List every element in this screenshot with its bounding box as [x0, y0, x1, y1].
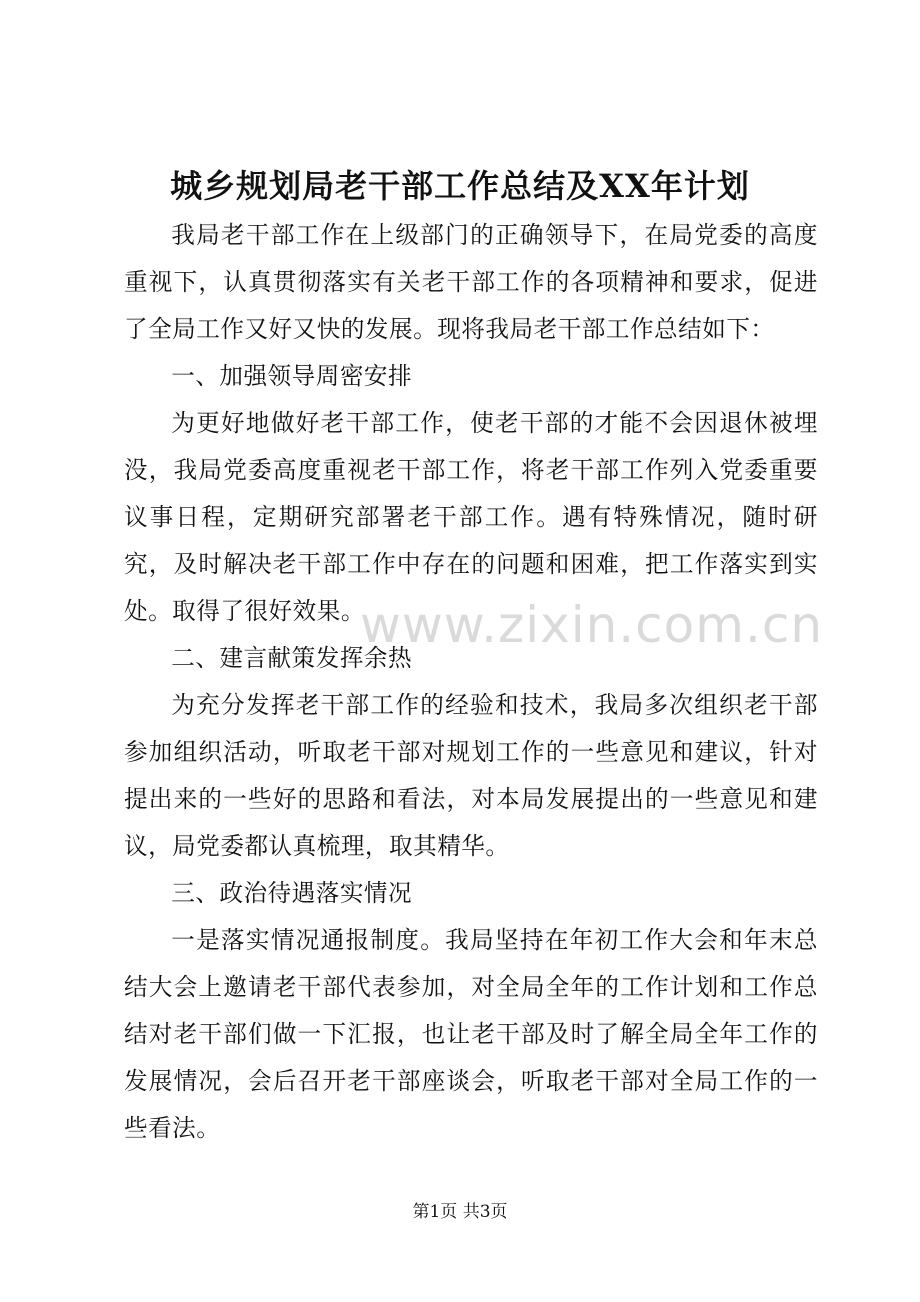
document-body: [124, 212, 818, 1152]
section-paragraph-3: 一是落实情况通报制度。我局坚持在年初工作大会和年末总结大会上邀请老干部代表参加，对全局全年的工作计划和工作总结对老干部们做一下汇报，也让老干部及时了解全局全年工作的发展情况，会后召开老干部座谈会，听取老干部对全局工作的一些看法。: [124, 926, 818, 1142]
section-paragraph-1: 为更好地做好老干部工作，使老干部的才能不会因退休被埋没，我局党委高度重视老干部工作，将老干部工作列入党委重要议事日程，定期研究部署老干部工作。遇有特殊情况，随时研究，及时解决老干部工作中存在的问题和困难，把工作落实到实处。取得了很好效果。: [124, 409, 818, 625]
page-number-footer: 第1页 共3页: [412, 1202, 508, 1222]
document-title: 城乡规划局老干部工作总结及XX年计划: [170, 167, 750, 205]
section-heading-1: 一、加强领导周密安排: [171, 362, 413, 390]
section-heading-2: 二、建言献策发挥余热: [171, 644, 413, 672]
watermark-text: www.zixin.com.cn: [360, 596, 824, 654]
section-paragraph-2: 为充分发挥老干部工作的经验和技术，我局多次组织老干部参加组织活动，听取老干部对规划工作的一些意见和建议，针对提出来的一些好的思路和看法，对本局发展提出的一些意见和建议，局党委都认真梳理，取其精华。: [124, 691, 818, 860]
section-heading-3: 三、政治待遇落实情况: [171, 879, 413, 907]
intro-paragraph: 我局老干部工作在上级部门的正确领导下，在局党委的高度重视下，认真贯彻落实有关老干部工作的各项精神和要求，促进了全局工作又好又快的发展。现将我局老干部工作总结如下：: [124, 221, 818, 343]
